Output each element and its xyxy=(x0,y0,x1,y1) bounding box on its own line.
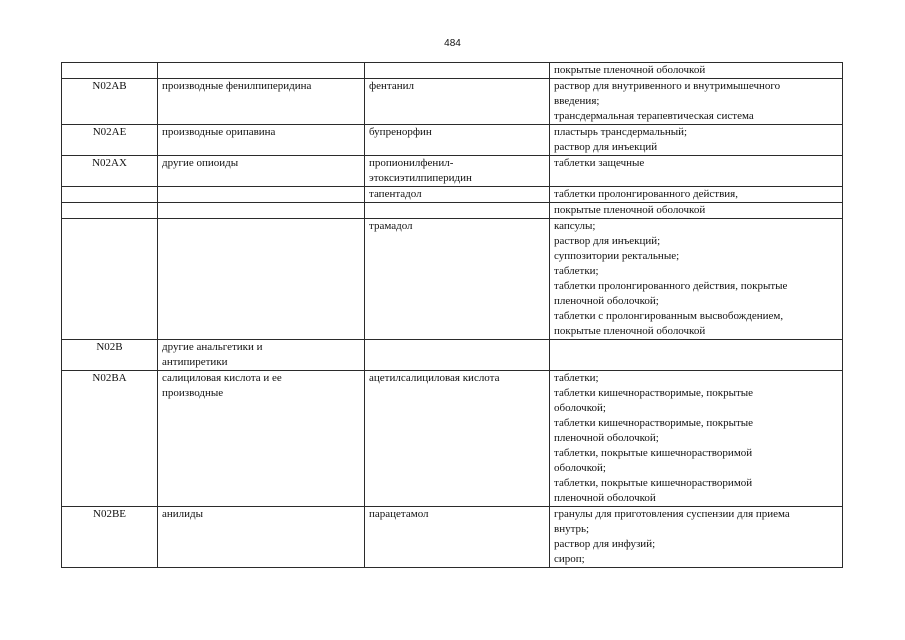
substance-line: бупренорфин xyxy=(369,126,432,138)
substance-line: трамадол xyxy=(369,220,413,232)
group-name-cell xyxy=(158,507,365,568)
dosage-forms-line: капсулы; xyxy=(554,220,596,232)
dosage-forms-line: сироп; xyxy=(554,553,585,565)
group-name-line: антипиретики xyxy=(162,356,228,368)
dosage-forms-cell xyxy=(550,203,843,219)
dosage-forms-line: пленочной оболочкой; xyxy=(554,432,659,444)
table-row xyxy=(62,187,843,203)
substance-cell xyxy=(365,187,550,203)
dosage-forms-line: таблетки пролонгированного действия, xyxy=(554,188,738,200)
table-row xyxy=(62,219,843,340)
substance-cell xyxy=(365,340,550,371)
substance-cell xyxy=(365,125,550,156)
group-name-line: производные фенилпиперидина xyxy=(162,80,312,92)
dosage-forms-line: таблетки, покрытые кишечнорастворимой xyxy=(554,477,753,489)
dosage-forms-line: введения; xyxy=(554,95,600,107)
group-name-line: производные орипавина xyxy=(162,126,276,138)
drug-table xyxy=(61,62,843,568)
dosage-forms-line: покрытые пленочной оболочкой xyxy=(554,204,706,216)
group-name-cell xyxy=(158,187,365,203)
atc-code-cell: N02B xyxy=(62,340,158,371)
atc-code-cell: N02AX xyxy=(62,156,158,187)
group-name-line: другие опиоиды xyxy=(162,157,239,169)
substance-line: этоксиэтилпиперидин xyxy=(369,172,472,184)
table-row xyxy=(62,125,843,156)
substance-cell xyxy=(365,371,550,507)
substance-line: ацетилсалициловая кислота xyxy=(369,372,500,384)
dosage-forms-line: покрытые пленочной оболочкой xyxy=(554,325,706,337)
dosage-forms-cell xyxy=(550,371,843,507)
substance-cell xyxy=(365,219,550,340)
dosage-forms-line: пленочной оболочкой xyxy=(554,492,656,504)
dosage-forms-line: оболочкой; xyxy=(554,462,606,474)
page-number: 484 xyxy=(444,38,461,49)
table-row xyxy=(62,340,843,371)
dosage-forms-line: внутрь; xyxy=(554,523,590,535)
group-name-cell xyxy=(158,219,365,340)
atc-code-cell: N02AB xyxy=(62,79,158,125)
dosage-forms-line: покрытые пленочной оболочкой xyxy=(554,64,706,76)
substance-cell xyxy=(365,203,550,219)
dosage-forms-cell xyxy=(550,79,843,125)
dosage-forms-cell xyxy=(550,187,843,203)
group-name-cell xyxy=(158,63,365,79)
dosage-forms-cell xyxy=(550,156,843,187)
table-row xyxy=(62,507,843,568)
substance-line: фентанил xyxy=(369,80,414,92)
dosage-forms-cell xyxy=(550,507,843,568)
group-name-cell xyxy=(158,340,365,371)
substance-line: парацетамол xyxy=(369,508,429,520)
substance-cell xyxy=(365,63,550,79)
substance-line: тапентадол xyxy=(369,188,422,200)
atc-code-cell xyxy=(62,203,158,219)
dosage-forms-line: таблетки с пролонгированным высвобождением, xyxy=(554,310,784,322)
group-name-cell xyxy=(158,203,365,219)
substance-cell xyxy=(365,79,550,125)
dosage-forms-line: пластырь трансдермальный; xyxy=(554,126,688,138)
group-name-cell xyxy=(158,125,365,156)
table-row xyxy=(62,63,843,79)
table-body xyxy=(62,63,843,568)
dosage-forms-line: оболочкой; xyxy=(554,402,606,414)
substance-cell xyxy=(365,507,550,568)
atc-code-cell: N02BA xyxy=(62,371,158,507)
atc-code-cell: N02AE xyxy=(62,125,158,156)
dosage-forms-line: раствор для внутривенного и внутримышечного xyxy=(554,80,781,92)
atc-code-cell xyxy=(62,63,158,79)
group-name-line: салициловая кислота и ее xyxy=(162,372,282,384)
dosage-forms-cell xyxy=(550,63,843,79)
substance-line: пропионилфенил- xyxy=(369,157,454,169)
atc-code-cell: N02BE xyxy=(62,507,158,568)
dosage-forms-line: раствор для инъекций; xyxy=(554,235,661,247)
dosage-forms-line: таблетки кишечнорастворимые, покрытые xyxy=(554,417,754,429)
dosage-forms-cell xyxy=(550,340,843,371)
group-name-line: производные xyxy=(162,387,224,399)
group-name-line: анилиды xyxy=(162,508,204,520)
dosage-forms-line: гранулы для приготовления суспензии для приема xyxy=(554,508,790,520)
table-row xyxy=(62,156,843,187)
atc-code-cell xyxy=(62,219,158,340)
dosage-forms-line: таблетки защечные xyxy=(554,157,645,169)
dosage-forms-cell xyxy=(550,125,843,156)
dosage-forms-line: суппозитории ректальные; xyxy=(554,250,680,262)
dosage-forms-line: таблетки кишечнорастворимые, покрытые xyxy=(554,387,754,399)
group-name-cell xyxy=(158,156,365,187)
table-row xyxy=(62,79,843,125)
dosage-forms-line: раствор для инфузий; xyxy=(554,538,656,550)
dosage-forms-line: таблетки; xyxy=(554,265,599,277)
dosage-forms-line: таблетки; xyxy=(554,372,599,384)
group-name-cell xyxy=(158,371,365,507)
atc-code-cell xyxy=(62,187,158,203)
dosage-forms-cell xyxy=(550,219,843,340)
table-row xyxy=(62,203,843,219)
group-name-cell xyxy=(158,79,365,125)
dosage-forms-line: таблетки пролонгированного действия, покрытые xyxy=(554,280,788,292)
substance-cell xyxy=(365,156,550,187)
dosage-forms-line: пленочной оболочкой; xyxy=(554,295,659,307)
dosage-forms-line: раствор для инъекций xyxy=(554,141,658,153)
dosage-forms-line: трансдермальная терапевтическая система xyxy=(554,110,754,122)
group-name-line: другие анальгетики и xyxy=(162,341,263,353)
dosage-forms-line: таблетки, покрытые кишечнорастворимой xyxy=(554,447,753,459)
table-row xyxy=(62,371,843,507)
